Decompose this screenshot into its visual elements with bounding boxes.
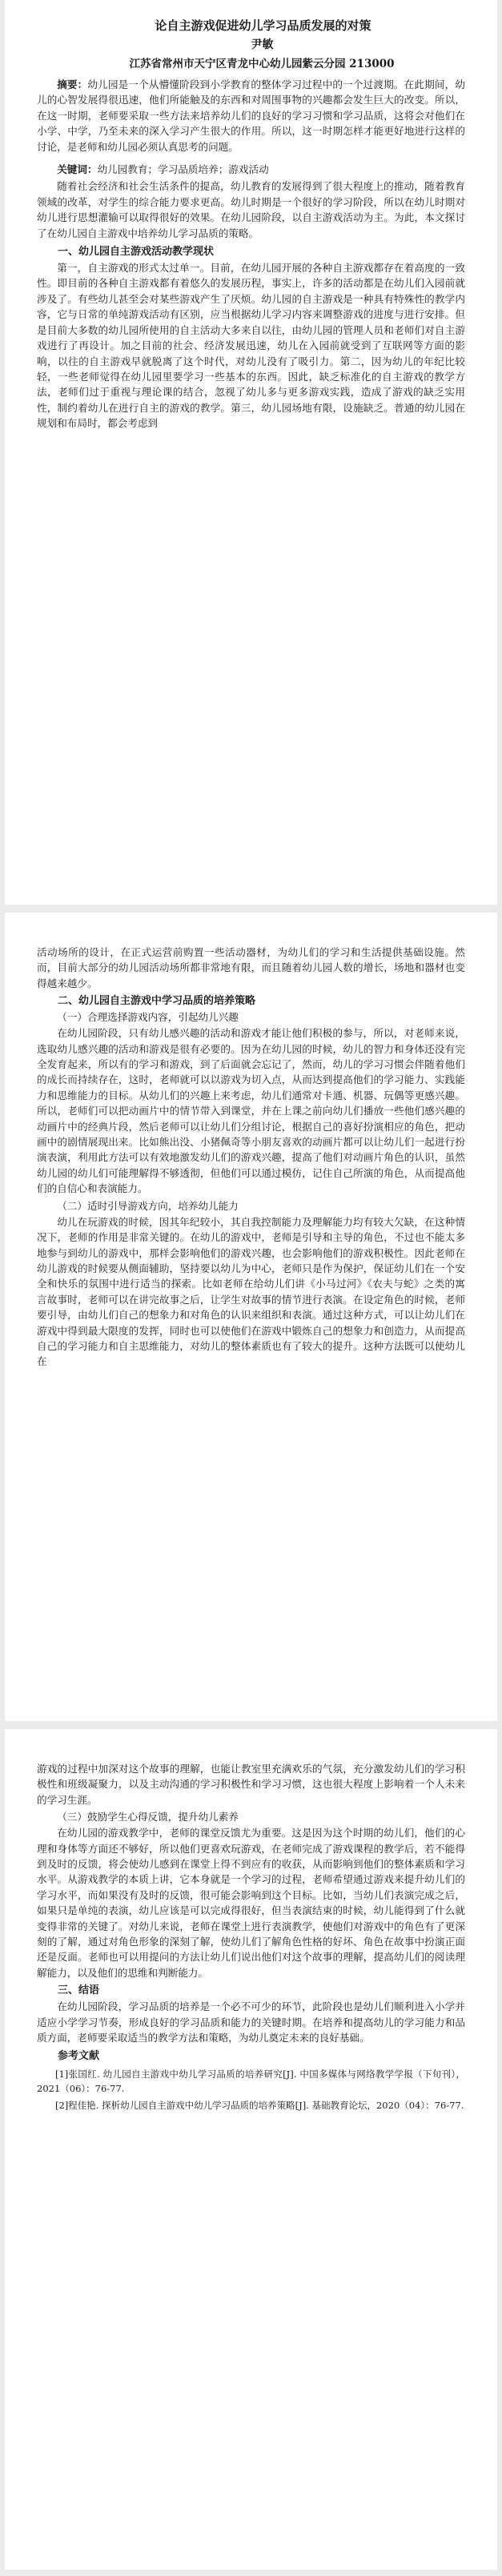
subsection-2-heading: （二）适时引导游戏方向，培养幼儿能力 [57, 1199, 239, 1212]
section-1-paragraph: 第一，自主游戏的形式太过单一。目前，在幼儿园开展的各种自主游戏都存在着高度的一致性。即目前的各种自主游戏都有着悠久的发展历程，事实上，许多的活动都是在幼儿们入园前就涉及了。有些幼儿甚至会对某些游戏产生了厌烦。幼儿园的自主游戏是一种具有特殊性的教学内容，它与日常的单纯游戏活动有区别，应当根据幼儿学习内容来调整游戏的进度与进行安排。但是目前大多数的幼儿园所使用的自主活动大多来自以往，由幼儿园的管理人员和老师们对自主游戏进行了再设计。加之目前的社会、经济发展迅速，幼儿在入园前就受到了互联网等方面的影响，以往的自主游戏早就脱离了这个时代，对幼儿没有了吸引力。第二，因为幼儿的年纪比较轻，一些老师觉得在幼儿园里要学习一些基本的东西。因此，缺乏标准化的自主游戏的教学方法，老师们过于重视与理论课的结合，忽视了幼儿多与更多游戏实践，造成了游戏的缺乏实用性，制约着幼儿在进行自主的游戏的教学。第三，幼儿园场地有限，设施缺乏。普通的幼儿园在规划和布局时，都会考虑到 [37, 262, 465, 430]
section-2-heading: 二、幼儿园自主游戏中学习品质的培养策略 [58, 995, 256, 1008]
subsection-2-paragraph-continued: 游戏的过程中加深对这个故事的理解，也能让教室里充满欢乐的气氛，充分激发幼儿们的学习积极性和班级凝聚力，以及主动沟通的学习积极性和学习习惯，这也很大程度上影响着一个人未来的学习生涯。 [37, 1763, 465, 1806]
keywords [37, 162, 465, 177]
abstract [37, 77, 465, 154]
author-name: 尹敏 [251, 38, 274, 51]
intro-paragraph: 随着社会经济和社会生活条件的提高，幼儿教育的发展得到了很大程度上的推动，随着教育领域的改革，对学生的综合能力要求更高。幼儿时期是一个很好的学习阶段，所以在幼儿时期对幼儿进行思想灌输可以取得很好的效果。在幼儿园阶段，以自主游戏活动为主。为此，本文探讨了在幼儿园自主游戏中培养幼儿学习品质的策略。 [37, 180, 465, 239]
document-page-2 [5, 913, 497, 1721]
subsection-1-paragraph: 在幼儿园阶段，只有幼儿感兴趣的活动和游戏才能让他们积极的参与，所以，对老师来说，选取幼儿感兴趣的活动和游戏是很有必要的。因为在幼儿园的时候，幼儿的智力和身体还没有完全发育起来，所以有的学习和游戏，到了后面就会忘记了，然而，幼儿的学习习惯会伴随着他们的成长而持续存在，这时，老师就可以以游戏为切入点，从而达到提高他们的学习能力、实践能力和思维能力的目标。从幼儿们的兴趣上来考虑，幼儿们通常对卡通、机器、玩偶等更感兴趣。所以，老师们可以把动画片中的情节带入到课堂，并在上课之前向幼儿们播放一些他们感兴趣的动画片中的经典片段，然后老师可以让幼儿们分组讨论，根据自己的喜好扮演相应的角色，把动画中的剧情展现出来。比如熊出没、小猪佩奇等小朋友喜欢的动画片都可以让幼儿们一起进行扮演表演，利用此方法可以有效地激发幼儿们的游戏兴趣，提高了他们对动画片角色的认识，虽然幼儿园的幼儿们可能理解得不够透彻，但他们可以通过模仿，记住自己所演的角色，从而提高他们的自信心和表演能力。 [37, 1027, 465, 1195]
subsection-3-heading: （三）鼓励学生心得反馈，提升幼儿素养 [57, 1811, 239, 1824]
conclusion-paragraph: 在幼儿园阶段，学习品质的培养是一个必不可少的环节，此阶段也是幼儿们顺利进入小学并适应小学学习节奏，形成良好的学习品质和能力的关键时期。在培养和提高幼儿的学习能力和品质方面，老师要采取适当的教学方法和策略，为幼儿奠定未来的良好基础。 [37, 2000, 465, 2044]
reference-item: [1]张国红. 幼儿园自主游戏中幼儿学习品质的培养研究[J]. 中国多媒体与网络教学学报（下旬刊），2021（06）：76-77. [37, 2068, 465, 2094]
keywords-text: 幼儿园教育；学习品质培养；游戏活动 [97, 163, 269, 176]
document-page-3 [5, 1729, 497, 2570]
subsection-3-paragraph: 在幼儿园的游戏教学中，老师的课堂反馈尤为重要。这是因为这个时期的幼儿们，他们的心理和身体等方面还不够好，所以他们更喜欢玩游戏，在老师完成了游戏课程的教学后，若不能得到及时的反馈，将会使幼儿感到在课堂上得不到应有的收获，从而影响到他们的整体素质和学习水平。从游戏教学的本质上讲，它本身就是一个学习的过程，老师希望通过游戏来提升幼儿们的学习水平，而如果没有及时的反馈，很可能会影响到这个目标。比如，当幼儿们表演完成之后，如果只是单纯的表演，幼儿应该是可以完成得很好，但当表演结束的时候，幼儿能得到了什么就变得非常的关键了。对幼儿来说，老师在课堂上进行表演教学，使他们对游戏中的角色有了更深刻的了解，通过对角色形象的深刻了解，使幼儿们了解角色性格的好坏、角色在故事中扮演正面还是反面。老师也可以用提问的方法让幼儿们说出他们对这个故事的理解，提高幼儿们的阅读理解能力，以及他们的思维和判断能力。 [37, 1827, 465, 1979]
abstract-label: 摘要： [57, 78, 88, 90]
author-affiliation: 江苏省常州市天宁区青龙中心幼儿园紫云分园 213000 [129, 58, 395, 70]
section-1-heading: 一、幼儿园自主游戏活动教学现状 [58, 246, 215, 259]
document-page-1 [5, 0, 497, 905]
references-heading: 参考文献 [58, 2049, 100, 2062]
subsection-2-paragraph: 幼儿在玩游戏的时候，因其年纪较小，其自我控制能力及理解能力均有较大欠缺，在这种情况下，老师的作用是非常关键的。在幼儿的游戏中，老师是引导和主导的角色，不过也不能太多地参与到幼儿的游戏中，那样会影响他们的游戏兴趣，也会影响他们的游戏积极性。因此老师在幼儿游戏的时候要从侧面辅助，坚持要以幼儿为中心，老师只是作为保护，保证幼儿们在一个安全和快乐的氛围中进行适当的探索。比如老师在给幼儿们讲《小马过河》《农夫与蛇》之类的寓言故事时，老师可以在讲完故事之后，让学生对故事的情节进行表演。在设定角色的时候，老师要引导，由幼儿们自己的想象力和对角色的认识来组织和表演。通过这种方式，可以让幼儿们在游戏中得到最大限度的发挥，同时也可以使他们在游戏中锻炼自己的想象力和创造力，从而提高自己的学习能力和自主思维能力，对幼儿的整体素质也有了较大的提升。这种方法既可以使幼儿在 [37, 1215, 465, 1368]
section-3-heading: 三、结语 [58, 1984, 100, 1997]
section-1-paragraph-continued: 活动场所的设计，在正式运营前购置一些活动器材，为幼儿们的学习和生活提供基础设施。然而，目前大部分的幼儿园活动场所都非常地有限，而且随着幼儿园人数的增长，场地和器材也变得越来越少。 [37, 946, 465, 989]
article-title: 论自主游戏促进幼儿学习品质发展的对策 [155, 18, 371, 33]
reference-item: [2]程佳艳. 探析幼儿园自主游戏中幼儿学习品质的培养策略[J]. 基础教育论坛，2020（04）：76-77. [55, 2099, 464, 2111]
subsection-1-heading: （一）合理选择游戏内容，引起幼儿兴趣 [57, 1011, 239, 1024]
keywords-label: 关键词： [57, 163, 98, 176]
abstract-text: 幼儿园是一个从懵懂阶段到小学教育的整体学习过程中的一个过渡期。在此期间，幼儿的心智发展得很迅速，他们所能触及的东西和对周围事物的兴趣都会发生巨大的改变。所以，在这一时期，老师要采取一些方法来培养幼儿们的良好的学习习惯和学习品质，这将会对他们在小学、中学，乃至未来的深入学习产生很大的作用。所以，这一时期怎样才能更好地进行这样的讨论，是老师和幼儿园必须认真思考的问题。 [37, 78, 466, 153]
